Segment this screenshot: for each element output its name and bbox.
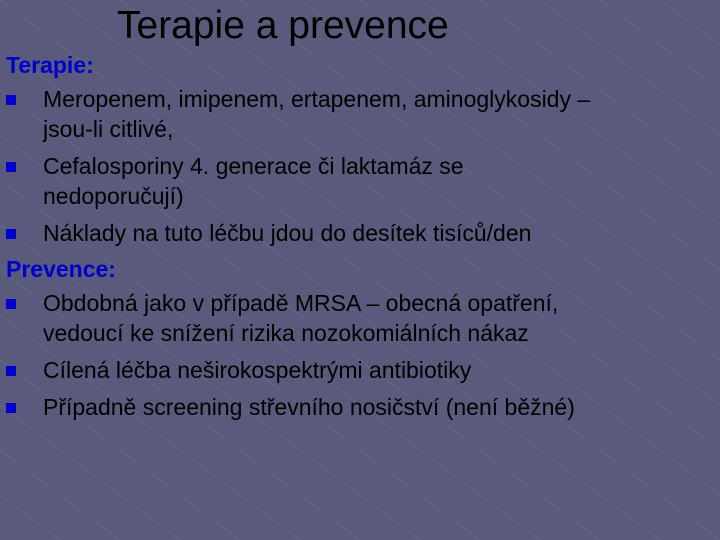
- section-heading-terapie: Terapie:: [6, 52, 94, 78]
- bullet-item: [6, 392, 712, 422]
- slide-title: Terapie a prevence: [117, 4, 449, 47]
- bullet-item: [6, 84, 712, 144]
- square-bullet-icon: [6, 229, 16, 239]
- bullet-text-line: jsou-li citlivé,: [43, 116, 174, 142]
- section-heading-prevence: Prevence:: [6, 256, 116, 282]
- slide-content: [6, 51, 712, 422]
- bullet-text-line: Cílená léčba neširokospektrými antibiotiky: [43, 357, 472, 383]
- bullet-text-line: Případně screening střevního nosičství (není běžné): [43, 394, 575, 420]
- square-bullet-icon: [6, 366, 16, 376]
- bullet-item: [6, 355, 712, 385]
- square-bullet-icon: [6, 403, 16, 413]
- bullet-text-line: Meropenem, imipenem, ertapenem, aminoglykosidy –: [43, 86, 591, 112]
- square-bullet-icon: [6, 162, 16, 172]
- square-bullet-icon: [6, 95, 16, 105]
- square-bullet-icon: [6, 299, 16, 309]
- bullet-text-line: Náklady na tuto léčbu jdou do desítek tisíců/den: [43, 220, 532, 246]
- bullet-text-line: Cefalosporiny 4. generace či laktamáz se: [43, 153, 464, 179]
- bullet-item: [6, 151, 712, 211]
- bullet-text-line: Obdobná jako v případě MRSA – obecná opatření,: [43, 290, 559, 316]
- bullet-text-line: nedoporučují): [43, 183, 184, 209]
- bullet-item: [6, 218, 712, 248]
- bullet-text-line: vedoucí ke snížení rizika nozokomiálních nákaz: [43, 320, 529, 346]
- bullet-item: [6, 288, 712, 348]
